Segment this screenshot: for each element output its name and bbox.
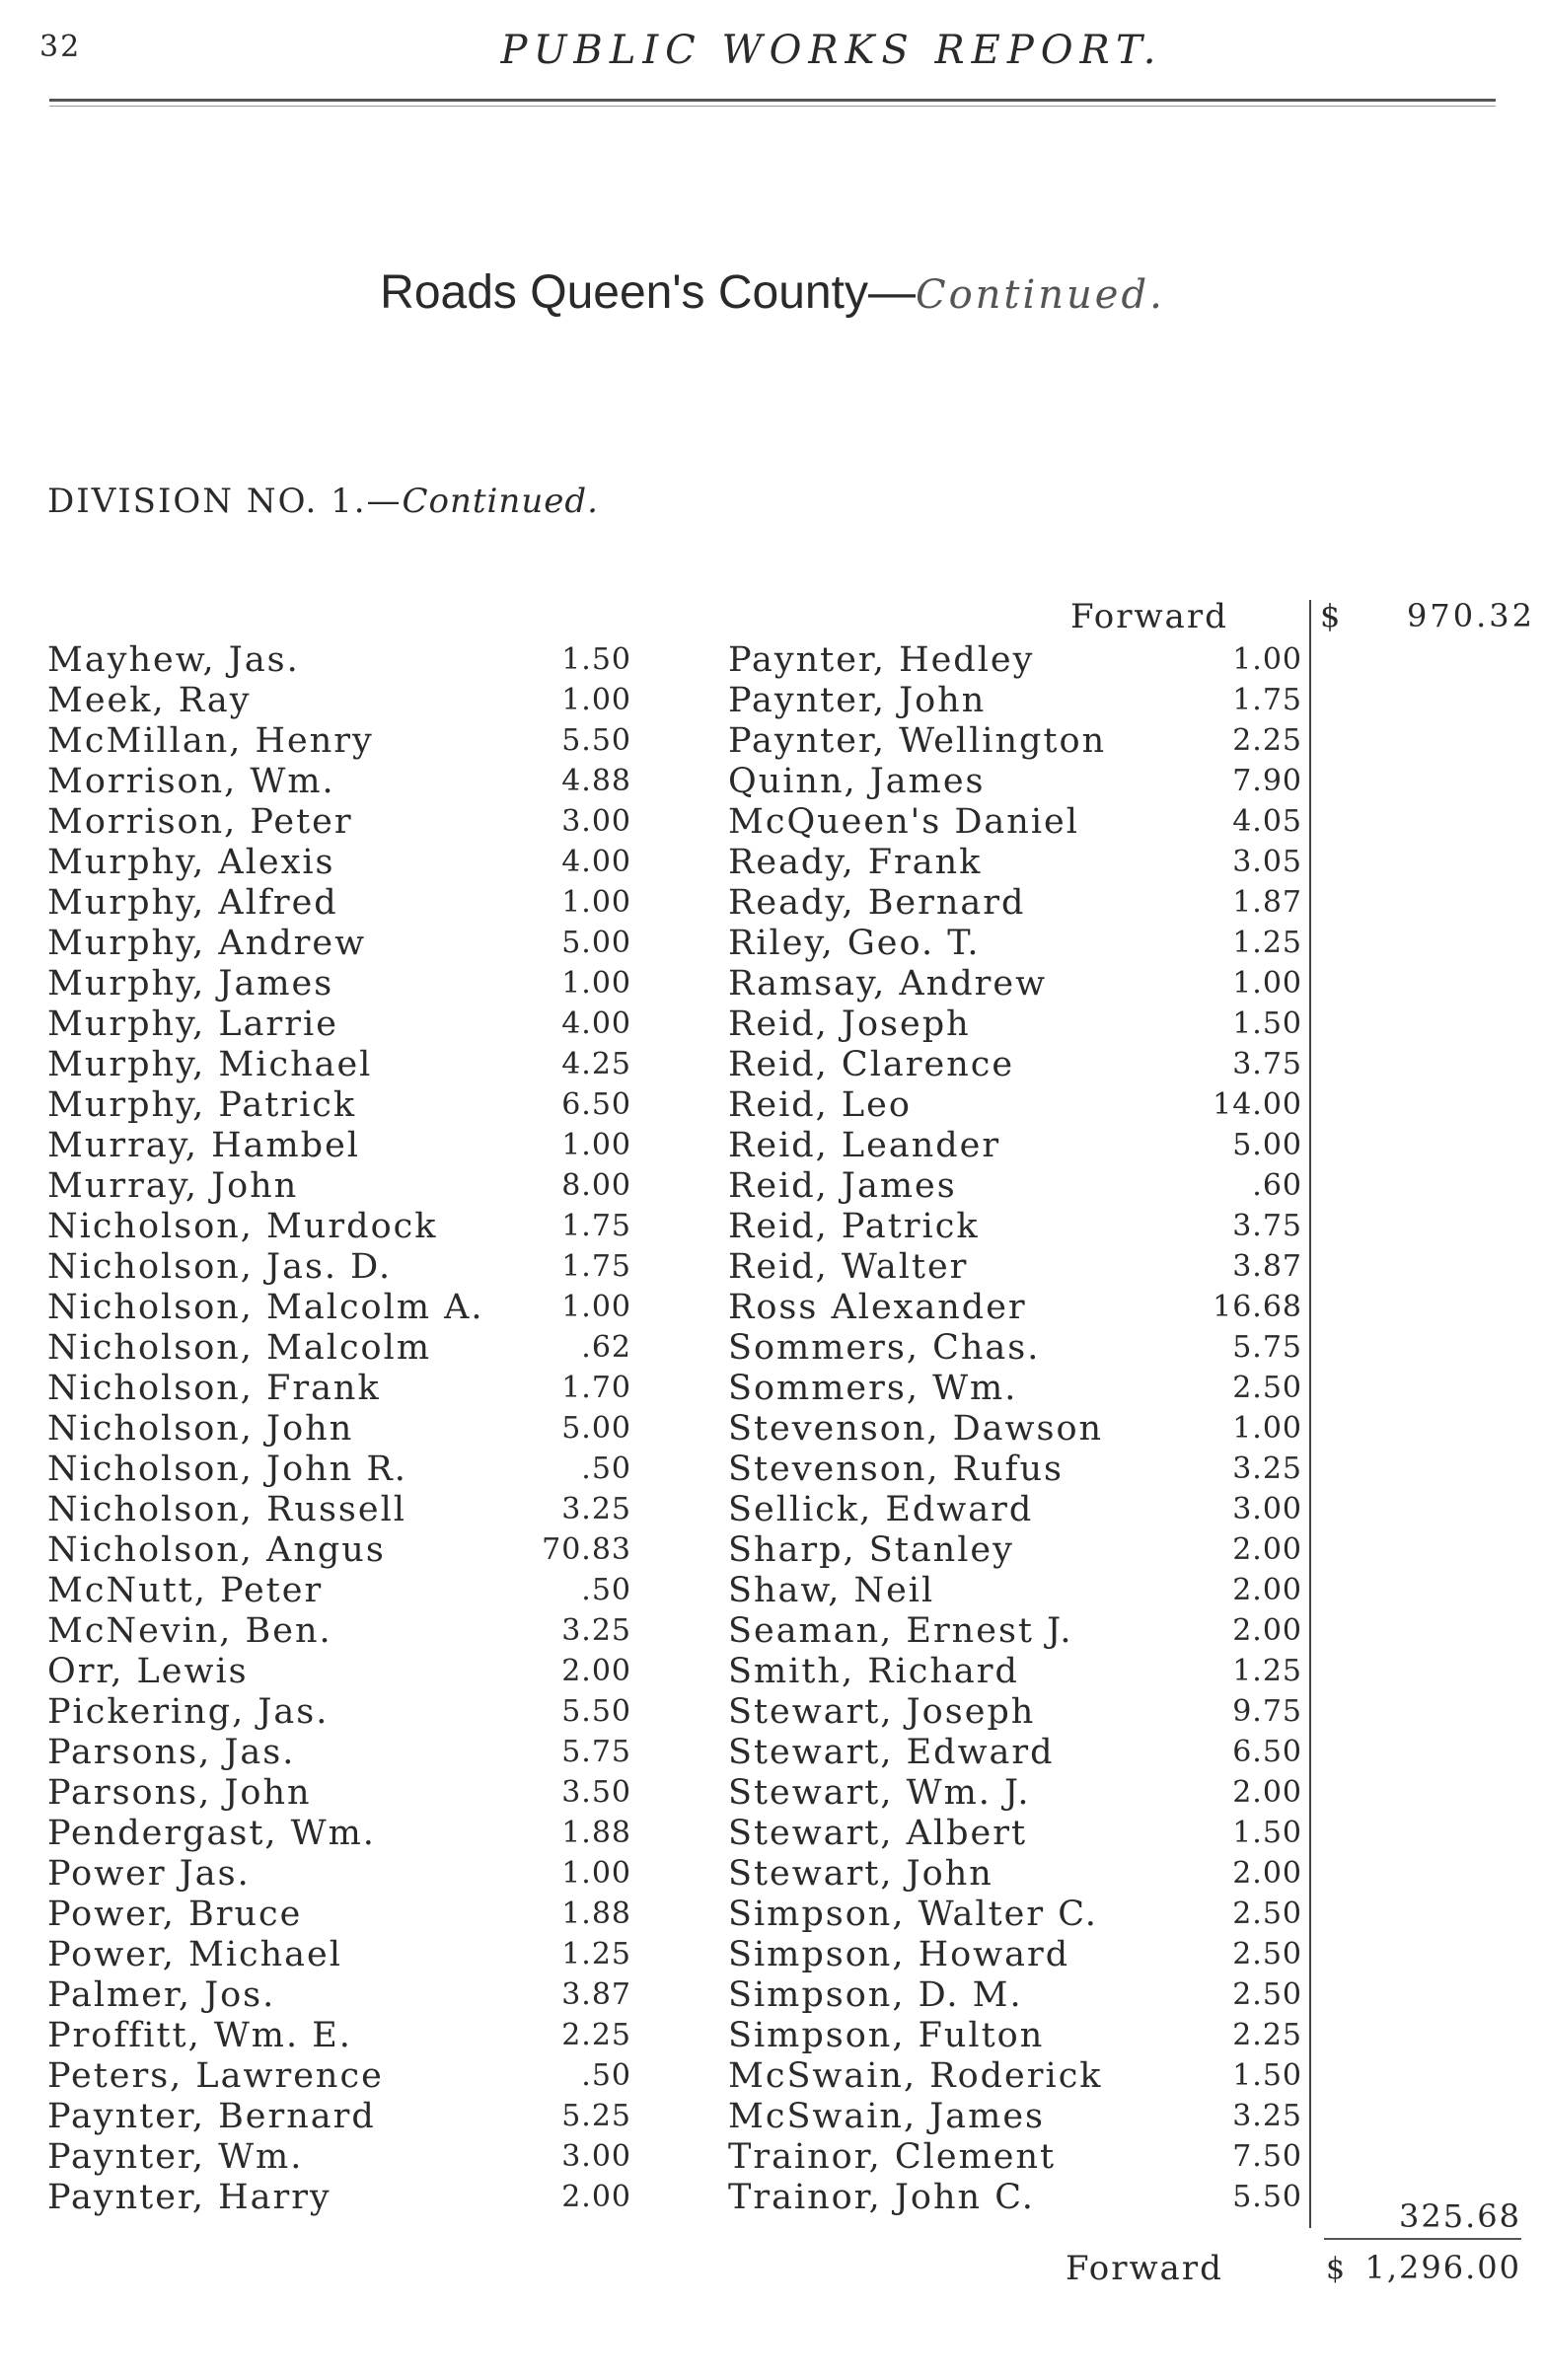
payee-name: Nicholson, John R. [47, 1450, 407, 1489]
payment-amount: 1.75 [561, 1249, 631, 1284]
payment-amount: 1.00 [561, 1856, 631, 1891]
ledger-row [728, 1691, 1302, 1733]
payment-amount: 1.87 [1232, 885, 1302, 920]
payment-amount: 5.75 [561, 1735, 631, 1769]
ledger-row [728, 720, 1302, 762]
header-rule [49, 99, 1496, 102]
payee-name: Paynter, John [728, 681, 987, 720]
ledger-row [728, 1570, 1302, 1611]
ledger-row [728, 1408, 1302, 1450]
forward-out-label: Forward [1066, 2249, 1223, 2288]
payment-amount: 16.68 [1213, 1290, 1302, 1324]
payee-name: Stewart, John [728, 1854, 993, 1894]
ledger-row [728, 2096, 1302, 2137]
ledger-row [47, 720, 631, 762]
ledger-row [47, 1246, 631, 1288]
payee-name: Meek, Ray [47, 681, 252, 720]
ledger-row [728, 1813, 1302, 1854]
payment-amount: 5.00 [561, 926, 631, 960]
ledger-row [47, 1853, 631, 1895]
payee-name: Nicholson, Malcolm [47, 1328, 432, 1368]
ledger-row [728, 1974, 1302, 2016]
payment-amount: 3.00 [1232, 1492, 1302, 1526]
ledger-row [728, 2015, 1302, 2056]
payment-amount: 6.50 [561, 1087, 631, 1122]
payee-name: Paynter, Hedley [728, 640, 1035, 680]
ledger-row [47, 842, 631, 883]
left-ledger-column [47, 639, 631, 2218]
payee-name: Shaw, Neil [728, 1571, 935, 1610]
ledger-row [728, 761, 1302, 802]
payment-amount: 2.00 [561, 1654, 631, 1688]
division-heading [47, 482, 599, 521]
column-subtotal: 325.68 [1399, 2197, 1521, 2235]
payment-amount: 7.90 [1232, 764, 1302, 798]
payee-name: Nicholson, Malcolm A. [47, 1288, 484, 1327]
payment-amount: 3.25 [561, 1613, 631, 1648]
payee-name: Nicholson, John [47, 1409, 354, 1449]
payment-amount: 3.25 [561, 1492, 631, 1526]
payment-amount: 1.50 [1232, 1006, 1302, 1041]
payee-name: Stevenson, Dawson [728, 1409, 1104, 1449]
ledger-row [728, 1489, 1302, 1530]
payment-amount: 1.00 [561, 1290, 631, 1324]
ledger-row [47, 2177, 631, 2218]
forward-in-label: Forward [1070, 597, 1228, 636]
ledger-row [47, 1489, 631, 1530]
ledger-row [728, 2136, 1302, 2178]
payee-name: Reid, James [728, 1166, 957, 1206]
payment-amount: 1.00 [1232, 642, 1302, 677]
ledger-row [728, 1610, 1302, 1652]
payee-name: Power Jas. [47, 1854, 251, 1894]
payment-amount: 1.00 [561, 683, 631, 717]
division-continued: Continued. [402, 482, 599, 521]
ledger-row [47, 1165, 631, 1207]
payee-name: Murphy, Michael [47, 1045, 373, 1084]
payee-name: Trainor, Clement [728, 2137, 1057, 2177]
payee-name: Morrison, Wm. [47, 762, 335, 801]
payment-amount: .50 [581, 1573, 631, 1607]
payment-amount: 1.25 [1232, 926, 1302, 960]
payee-name: Seaman, Ernest J. [728, 1611, 1073, 1651]
ledger-row [47, 2136, 631, 2178]
page-number: 32 [39, 30, 82, 64]
title-main: Roads Queen's County— [380, 266, 916, 319]
payee-name: Murray, Hambel [47, 1126, 360, 1165]
ledger-row [47, 1974, 631, 2016]
payee-name: Peters, Lawrence [47, 2056, 384, 2096]
payment-amount: 2.25 [1232, 723, 1302, 758]
ledger-row [728, 1084, 1302, 1126]
payment-amount: 5.00 [1232, 1128, 1302, 1162]
ledger-row [47, 882, 631, 924]
payee-name: Nicholson, Murdock [47, 1207, 438, 1246]
ledger-row [728, 1934, 1302, 1975]
payment-amount: 9.75 [1232, 1694, 1302, 1729]
payee-name: Murphy, Alexis [47, 843, 335, 882]
payee-name: Simpson, Howard [728, 1935, 1070, 1974]
forward-in-amount: 970.32 [1407, 597, 1535, 634]
ledger-row [47, 1327, 631, 1369]
payee-name: Mayhew, Jas. [47, 640, 300, 680]
payment-amount: 4.00 [561, 845, 631, 879]
ledger-row [728, 1894, 1302, 1935]
payment-amount: 1.70 [561, 1371, 631, 1405]
ledger-row [728, 680, 1302, 721]
payment-amount: 1.00 [1232, 966, 1302, 1001]
payee-name: Stewart, Wm. J. [728, 1773, 1031, 1813]
payee-name: McSwain, James [728, 2097, 1045, 2136]
ledger-row [47, 1732, 631, 1773]
ledger-row [728, 1853, 1302, 1895]
ledger-row [47, 1772, 631, 1814]
payment-amount: 3.87 [561, 1977, 631, 2012]
payee-name: Riley, Geo. T. [728, 924, 981, 963]
payment-amount: 5.50 [561, 1694, 631, 1729]
division-label: DIVISION NO. 1.— [47, 482, 403, 521]
payment-amount: 2.00 [1232, 1532, 1302, 1567]
payee-name: Pendergast, Wm. [47, 1814, 376, 1853]
payment-amount: .60 [1252, 1168, 1302, 1203]
payment-amount: 4.00 [561, 1006, 631, 1041]
payment-amount: 1.25 [561, 1937, 631, 1971]
payment-amount: 2.00 [1232, 1613, 1302, 1648]
ledger-row [47, 1651, 631, 1692]
payee-name: Sharp, Stanley [728, 1530, 1014, 1570]
payment-amount: 2.25 [561, 2018, 631, 2052]
payment-amount: 1.75 [1232, 683, 1302, 717]
payment-amount: 1.25 [1232, 1654, 1302, 1688]
ledger-row [728, 1004, 1302, 1045]
payment-amount: 2.00 [561, 2180, 631, 2214]
ledger-row [728, 639, 1302, 681]
payee-name: Murphy, Larrie [47, 1004, 338, 1044]
payment-amount: 2.00 [1232, 1856, 1302, 1891]
ledger-row [728, 1246, 1302, 1288]
payee-name: Nicholson, Frank [47, 1369, 381, 1408]
ledger-row [728, 1287, 1302, 1328]
payee-name: Paynter, Harry [47, 2178, 331, 2217]
payee-name: Paynter, Wellington [728, 721, 1107, 761]
payee-name: McQueen's Daniel [728, 802, 1079, 842]
payment-amount: 2.50 [1232, 1977, 1302, 2012]
payee-name: Simpson, D. M. [728, 1975, 1023, 2015]
ledger-row [47, 1287, 631, 1328]
payee-name: Paynter, Bernard [47, 2097, 376, 2136]
payment-amount: 4.25 [561, 1047, 631, 1081]
payment-amount: 5.50 [1232, 2180, 1302, 2214]
ledger-row [47, 1044, 631, 1085]
payment-amount: 3.87 [1232, 1249, 1302, 1284]
payment-amount: 1.88 [561, 1816, 631, 1850]
payee-name: Proffitt, Wm. E. [47, 2016, 352, 2055]
payee-name: Reid, Clarence [728, 1045, 1015, 1084]
ledger-row [728, 2177, 1302, 2218]
ledger-row [47, 1894, 631, 1935]
ledger-row [47, 923, 631, 964]
payment-amount: 4.88 [561, 764, 631, 798]
ledger-row [47, 2096, 631, 2137]
payment-amount: 7.50 [1232, 2139, 1302, 2174]
payment-amount: 2.00 [1232, 1573, 1302, 1607]
payee-name: Smith, Richard [728, 1652, 1019, 1691]
payee-name: Murphy, Alfred [47, 883, 338, 923]
ledger-row [47, 680, 631, 721]
payee-name: Ross Alexander [728, 1288, 1027, 1327]
payment-amount: 2.50 [1232, 1897, 1302, 1931]
forward-out-currency: $ [1326, 2252, 1346, 2286]
ledger-row [47, 1408, 631, 1450]
ledger-row [47, 1368, 631, 1409]
payment-amount: .62 [581, 1330, 631, 1365]
ledger-row [728, 1449, 1302, 1490]
ledger-row [47, 639, 631, 681]
payee-name: McMillan, Henry [47, 721, 374, 761]
payment-amount: 3.00 [561, 804, 631, 839]
payee-name: McNevin, Ben. [47, 1611, 332, 1651]
payee-name: Palmer, Jos. [47, 1975, 276, 2015]
ledger-row [728, 1044, 1302, 1085]
total-column-rule [1309, 600, 1311, 2228]
ledger-row [728, 1125, 1302, 1166]
page-title [0, 264, 1545, 320]
payee-name: Morrison, Peter [47, 802, 353, 842]
ledger-row [47, 1529, 631, 1571]
payment-amount: 2.25 [1232, 2018, 1302, 2052]
payment-amount: 70.83 [542, 1532, 631, 1567]
title-continued: Continued. [915, 272, 1165, 318]
payee-name: Murphy, James [47, 964, 334, 1004]
ledger-row [47, 1570, 631, 1611]
ledger-row [728, 923, 1302, 964]
payee-name: Ready, Frank [728, 843, 983, 882]
payee-name: Stewart, Joseph [728, 1692, 1036, 1732]
payee-name: Reid, Joseph [728, 1004, 971, 1044]
ledger-row [728, 1206, 1302, 1247]
payee-name: Reid, Walter [728, 1247, 969, 1287]
payee-name: Stewart, Albert [728, 1814, 1028, 1853]
payment-amount: 3.25 [1232, 1451, 1302, 1486]
payee-name: Stewart, Edward [728, 1733, 1055, 1772]
ledger-row [728, 801, 1302, 843]
payment-amount: 3.50 [561, 1775, 631, 1810]
ledger-row [728, 1327, 1302, 1369]
ledger-row [47, 1691, 631, 1733]
right-ledger-column [728, 639, 1302, 2218]
ledger-row [47, 801, 631, 843]
payee-name: Nicholson, Angus [47, 1530, 386, 1570]
payee-name: Paynter, Wm. [47, 2137, 304, 2177]
payee-name: Nicholson, Jas. D. [47, 1247, 393, 1287]
payee-name: McSwain, Roderick [728, 2056, 1103, 2096]
payment-amount: 1.75 [561, 1209, 631, 1243]
payment-amount: 3.75 [1232, 1047, 1302, 1081]
payee-name: Murray, John [47, 1166, 299, 1206]
ledger-row [47, 1934, 631, 1975]
ledger-row [47, 963, 631, 1004]
payee-name: Parsons, Jas. [47, 1733, 296, 1772]
payee-name: Murphy, Patrick [47, 1085, 357, 1125]
payment-amount: 14.00 [1213, 1087, 1302, 1122]
payee-name: Sellick, Edward [728, 1490, 1034, 1529]
payment-amount: 3.75 [1232, 1209, 1302, 1243]
payment-amount: 5.00 [561, 1411, 631, 1446]
payment-amount: .50 [581, 2058, 631, 2093]
payee-name: Sommers, Wm. [728, 1369, 1018, 1408]
payee-name: Parsons, John [47, 1773, 312, 1813]
payment-amount: 6.50 [1232, 1735, 1302, 1769]
forward-out-amount: 1,296.00 [1364, 2249, 1521, 2286]
ledger-row [728, 882, 1302, 924]
ledger-row [728, 1651, 1302, 1692]
running-head: PUBLIC WORKS REPORT. [500, 28, 1163, 73]
payee-name: Pickering, Jas. [47, 1692, 330, 1732]
payee-name: Nicholson, Russell [47, 1490, 406, 1529]
ledger-row [728, 1368, 1302, 1409]
payment-amount: 3.25 [1232, 2099, 1302, 2133]
ledger-row [47, 1084, 631, 1126]
payee-name: Sommers, Chas. [728, 1328, 1041, 1368]
payment-amount: 1.00 [561, 885, 631, 920]
payment-amount: 2.50 [1232, 1371, 1302, 1405]
payment-amount: 4.05 [1232, 804, 1302, 839]
payee-name: Quinn, James [728, 762, 986, 801]
payee-name: McNutt, Peter [47, 1571, 324, 1610]
payee-name: Ramsay, Andrew [728, 964, 1048, 1004]
payment-amount: 3.05 [1232, 845, 1302, 879]
ledger-row [47, 1206, 631, 1247]
ledger-row [728, 963, 1302, 1004]
ledger-row [728, 1165, 1302, 1207]
payment-amount: 5.50 [561, 723, 631, 758]
payment-amount: 1.00 [1232, 1411, 1302, 1446]
ledger-row [728, 1732, 1302, 1773]
ledger-row [728, 842, 1302, 883]
payment-amount: 1.50 [1232, 2058, 1302, 2093]
ledger-row [728, 1529, 1302, 1571]
payee-name: Trainor, John C. [728, 2178, 1035, 2217]
ledger-row [47, 1004, 631, 1045]
payment-amount: 2.00 [1232, 1775, 1302, 1810]
ledger-row [728, 2055, 1302, 2097]
ledger-row [47, 1449, 631, 1490]
payee-name: Simpson, Fulton [728, 2016, 1045, 2055]
subtotal-rule [1324, 2238, 1521, 2240]
forward-in-currency: $ [1320, 597, 1341, 634]
payee-name: Orr, Lewis [47, 1652, 249, 1691]
ledger-row [47, 2055, 631, 2097]
payment-amount: 1.88 [561, 1897, 631, 1931]
payee-name: Reid, Leander [728, 1126, 1001, 1165]
payment-amount: 5.75 [1232, 1330, 1302, 1365]
payee-name: Murphy, Andrew [47, 924, 367, 963]
ledger-row [47, 2015, 631, 2056]
payee-name: Reid, Leo [728, 1085, 912, 1125]
ledger-row [47, 1813, 631, 1854]
payment-amount: 3.00 [561, 2139, 631, 2174]
payee-name: Ready, Bernard [728, 883, 1026, 923]
payee-name: Power, Michael [47, 1935, 342, 1974]
ledger-row [47, 1125, 631, 1166]
header-rule-thin [49, 106, 1496, 107]
payment-amount: 5.25 [561, 2099, 631, 2133]
payee-name: Stevenson, Rufus [728, 1450, 1064, 1489]
payment-amount: 1.50 [561, 642, 631, 677]
payment-amount: 2.50 [1232, 1937, 1302, 1971]
ledger-row [47, 761, 631, 802]
payment-amount: 1.00 [561, 1128, 631, 1162]
ledger-row [728, 1772, 1302, 1814]
payee-name: Reid, Patrick [728, 1207, 980, 1246]
payment-amount: .50 [581, 1451, 631, 1486]
ledger-row [47, 1610, 631, 1652]
payee-name: Simpson, Walter C. [728, 1895, 1098, 1934]
payment-amount: 8.00 [561, 1168, 631, 1203]
payment-amount: 1.50 [1232, 1816, 1302, 1850]
payee-name: Power, Bruce [47, 1895, 303, 1934]
payment-amount: 1.00 [561, 966, 631, 1001]
